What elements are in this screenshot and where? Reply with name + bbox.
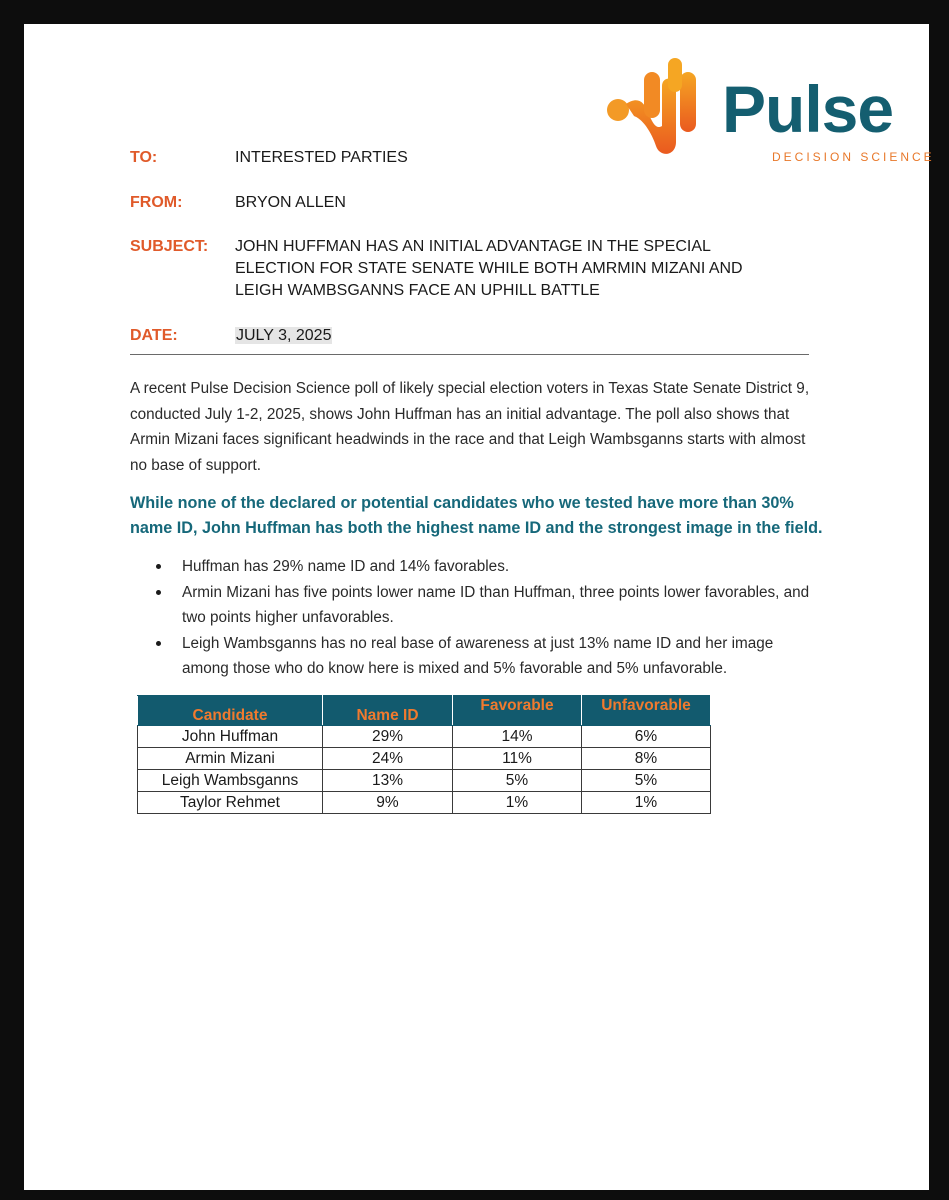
cell-favorable: 14%: [453, 726, 582, 748]
header-unfavorable: Unfavorable: [582, 696, 711, 726]
to-value: INTERESTED PARTIES: [235, 149, 408, 166]
date-value: JULY 3, 2025: [236, 327, 332, 344]
subject-label: SUBJECT:: [130, 238, 209, 255]
table-row: [138, 748, 711, 770]
from-label: FROM:: [130, 194, 183, 211]
from-value: BRYON ALLEN: [235, 194, 346, 211]
logo-wordmark: Pulse: [722, 72, 894, 146]
table-header-row: [138, 696, 711, 726]
date-label: DATE:: [130, 327, 178, 344]
memo-page: [24, 24, 935, 1190]
table-row: [138, 792, 711, 814]
header-divider: [130, 354, 809, 355]
list-item: Armin Mizani has five points lower name ID than Huffman, three points lower favorables, and two points higher unfavorables.: [154, 580, 814, 631]
cell-favorable: 11%: [453, 748, 582, 770]
bullet-icon: [156, 564, 161, 569]
cell-name-id: 9%: [323, 792, 453, 814]
cell-candidate: Taylor Rehmet: [138, 792, 323, 814]
cell-unfavorable: 1%: [582, 792, 711, 814]
header-name-id: Name ID: [323, 696, 453, 726]
cell-unfavorable: 5%: [582, 770, 711, 792]
bullet-icon: [156, 590, 161, 595]
cell-favorable: 5%: [453, 770, 582, 792]
findings-list: [154, 554, 814, 682]
subject-value: JOHN HUFFMAN HAS AN INITIAL ADVANTAGE IN THE SPECIAL ELECTION FOR STATE SENATE WHILE BOTH AMRMIN MIZANI AND LEIGH WAMBSGANNS FACE AN UPHILL BATTLE: [235, 238, 743, 299]
cell-candidate: John Huffman: [138, 726, 323, 748]
table-row: [138, 726, 711, 748]
header-candidate: Candidate: [138, 696, 323, 726]
intro-paragraph: A recent Pulse Decision Science poll of likely special election voters in Texas State Senate District 9, conducted July 1-2, 2025, shows John Huffman has an initial advantage. The poll also shows that Armin Mizani faces significant headwinds in the race and that Leigh Wambsganns starts with almost no base of support.: [130, 380, 810, 474]
cell-unfavorable: 6%: [582, 726, 711, 748]
poll-table: [137, 695, 711, 814]
list-item: Huffman has 29% name ID and 14% favorables.: [154, 554, 814, 580]
list-item: Leigh Wambsganns has no real base of awareness at just 13% name ID and her image among those who do know here is mixed and 5% favorable and 5% unfavorable.: [154, 631, 814, 682]
cell-unfavorable: 8%: [582, 748, 711, 770]
bullet-icon: [156, 641, 161, 646]
cell-candidate: Armin Mizani: [138, 748, 323, 770]
table-row: [138, 770, 711, 792]
cell-favorable: 1%: [453, 792, 582, 814]
cell-name-id: 13%: [323, 770, 453, 792]
cell-name-id: 24%: [323, 748, 453, 770]
cell-candidate: Leigh Wambsganns: [138, 770, 323, 792]
header-favorable: Favorable: [453, 696, 582, 726]
to-label: TO:: [130, 149, 158, 166]
cell-name-id: 29%: [323, 726, 453, 748]
callout-heading: While none of the declared or potential candidates who we tested have more than 30% name ID, John Huffman has both the highest name ID and the strongest image in the field.: [130, 494, 823, 537]
pulse-logo-icon: [604, 46, 716, 161]
logo-tagline: DECISION SCIENCE: [772, 150, 935, 164]
